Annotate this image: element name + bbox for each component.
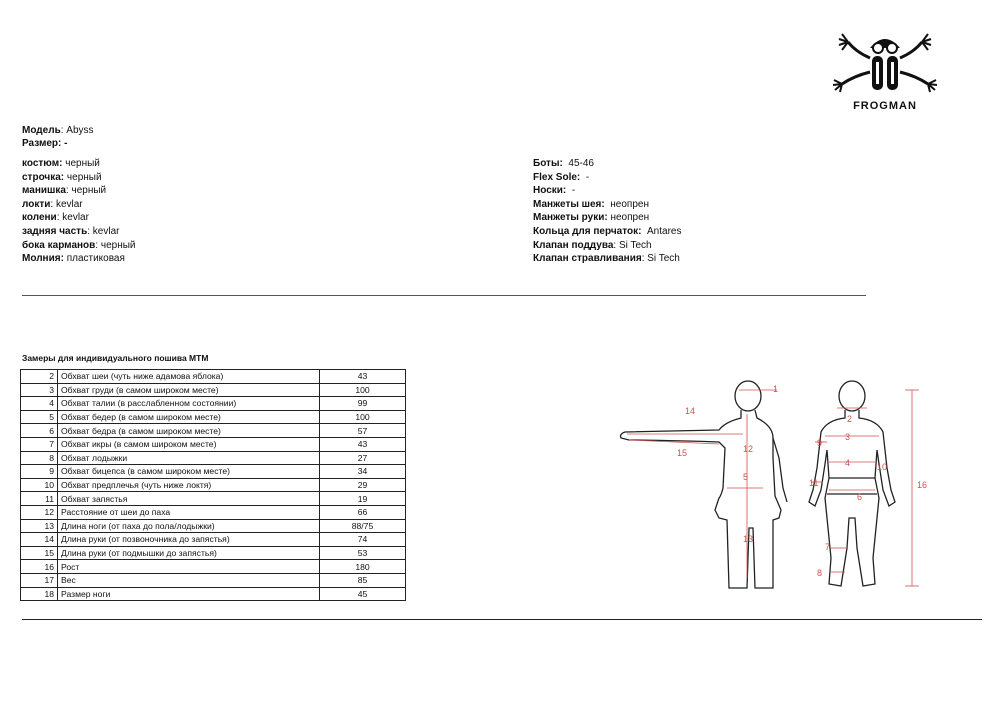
spec-label: колени [22, 212, 57, 224]
measurement-name: Обхват бедер (в самом широком месте) [58, 410, 320, 424]
table-row [21, 410, 406, 424]
table-row [21, 383, 406, 397]
spec-label: костюм: [22, 158, 63, 169]
spec-row [533, 211, 681, 225]
measurement-name: Расстояние от шеи до паха [58, 505, 320, 519]
table-row [21, 505, 406, 519]
table-row [21, 560, 406, 574]
spec-label: Носки: [533, 185, 567, 197]
size-value: - [64, 138, 68, 149]
spec-row: Клапан стравливания: Si Tech [533, 253, 680, 265]
table-row [21, 573, 406, 587]
dimension-label: 8 [817, 568, 823, 578]
measurement-value: 100 [320, 383, 406, 397]
row-number: 6 [21, 424, 58, 438]
table-row [21, 397, 406, 411]
spec-value: неопрен [610, 212, 650, 224]
spec-value: черный [65, 158, 100, 169]
spec-row [22, 157, 136, 171]
separator-line [22, 295, 866, 296]
dimension-label: 1 [773, 384, 779, 394]
measurements-title: Замеры для индивидуального пошива МТМ [22, 353, 209, 363]
measurement-name: Обхват шеи (чуть ниже адамова яблока) [58, 370, 320, 384]
row-number: 5 [21, 410, 58, 424]
table-row [21, 437, 406, 451]
table-row [21, 465, 406, 479]
dimension-label: 12 [743, 444, 754, 454]
dimension-label: 5 [743, 472, 749, 482]
measurement-name: Обхват бедра (в самом широком месте) [58, 424, 320, 438]
spec-label: Манжеты руки: [533, 212, 608, 224]
table-row [21, 533, 406, 547]
measurement-value: 180 [320, 560, 406, 574]
spec-value: черный [100, 239, 136, 251]
measurement-value: 66 [320, 505, 406, 519]
spec-value: черный [66, 171, 102, 183]
dimension-label: 11 [809, 478, 819, 488]
spec-value: 45-46 [568, 158, 594, 169]
bottom-rule [22, 619, 982, 620]
measurement-name: Обхват лодыжки [58, 451, 320, 465]
row-number: 15 [21, 546, 58, 560]
frogman-logo [826, 28, 944, 122]
body-measurement-diagram [615, 378, 955, 596]
spec-value: Antares [647, 225, 682, 237]
dimension-label: 7 [825, 542, 831, 552]
spec-row [533, 225, 681, 239]
table-row [21, 424, 406, 438]
measurement-name: Обхват талии (в расслабленном состоянии) [58, 397, 320, 411]
spec-label: бока карманов [22, 239, 96, 251]
row-number: 17 [21, 573, 58, 587]
row-number: 4 [21, 397, 58, 411]
row-number: 11 [21, 492, 58, 506]
row-number: 10 [21, 478, 58, 492]
model-label: Модель [22, 125, 61, 136]
spec-label: Манжеты шея: [533, 198, 605, 210]
measurement-value: 88/75 [320, 519, 406, 533]
spec-row: задняя часть: kevlar [22, 225, 120, 237]
row-number: 3 [21, 383, 58, 397]
spec-label: локти [22, 198, 51, 210]
size-label: Размер: [22, 138, 62, 149]
row-number: 9 [21, 465, 58, 479]
row-number: 8 [21, 451, 58, 465]
spec-value: Si Tech [618, 239, 652, 251]
table-row [21, 370, 406, 384]
brand-name: FROGMAN [853, 100, 917, 112]
measurement-value: 100 [320, 410, 406, 424]
row-number: 16 [21, 560, 58, 574]
measurement-value: 45 [320, 587, 406, 601]
spec-row [533, 198, 681, 212]
measurement-value: 43 [320, 437, 406, 451]
table-row [21, 519, 406, 533]
spec-value: черный [71, 185, 107, 197]
dimension-label: 14 [685, 406, 696, 416]
spec-value: kevlar [62, 212, 89, 224]
spec-label: Клапан поддува [533, 239, 614, 251]
spec-value: kevlar [55, 198, 83, 210]
row-number: 7 [21, 437, 58, 451]
dimension-label: 3 [845, 432, 851, 442]
measurements-table [20, 369, 406, 601]
spec-value: Si Tech [647, 253, 680, 265]
measurement-value: 74 [320, 533, 406, 547]
dimension-label: 9 [817, 438, 823, 448]
spec-row: локти: kevlar [22, 198, 83, 210]
dimension-label: 15 [677, 448, 688, 458]
spec-row: бока карманов: черный [22, 239, 136, 251]
spec-row: манишка: черный [22, 185, 107, 197]
row-number: 13 [21, 519, 58, 533]
measurement-value: 27 [320, 451, 406, 465]
dimension-label: 16 [917, 480, 928, 490]
model-value: Abyss [66, 125, 94, 136]
dimension-label: 6 [857, 492, 863, 502]
body-outline-figure [615, 378, 955, 596]
specs-right [533, 157, 681, 266]
measurement-name: Обхват груди (в самом широком месте) [58, 383, 320, 397]
row-number: 2 [21, 370, 58, 384]
table-row [21, 451, 406, 465]
frogman-logo-icon [826, 28, 944, 100]
measurement-value: 34 [320, 465, 406, 479]
measurement-name: Длина руки (от подмышки до запястья) [58, 546, 320, 560]
spec-label: Клапан стравливания [533, 253, 642, 265]
measurement-name: Длина ноги (от паха до пола/лодыжки) [58, 519, 320, 533]
spec-value: - [585, 171, 590, 183]
measurement-value: 19 [320, 492, 406, 506]
spec-label: Молния: [22, 253, 64, 265]
measurement-value: 29 [320, 478, 406, 492]
specs-left [22, 157, 136, 266]
measurement-name: Рост [58, 560, 320, 574]
row-number: 12 [21, 505, 58, 519]
measurement-name: Размер ноги [58, 587, 320, 601]
measurement-value: 85 [320, 573, 406, 587]
size-line [22, 137, 67, 151]
measurement-name: Вес [58, 573, 320, 587]
row-number: 18 [21, 587, 58, 601]
measurement-value: 43 [320, 370, 406, 384]
spec-value: kevlar [92, 225, 120, 237]
row-number: 14 [21, 533, 58, 547]
spec-row [533, 157, 681, 171]
spec-row [22, 171, 136, 185]
spec-row [22, 252, 136, 266]
measurement-name: Обхват запястья [58, 492, 320, 506]
spec-label: Flex Sole: [533, 171, 581, 183]
measurement-value: 99 [320, 397, 406, 411]
spec-row: Клапан поддува: Si Tech [533, 239, 652, 251]
measurement-name: Обхват бицепса (в самом широком месте) [58, 465, 320, 479]
spec-label: Боты: [533, 158, 563, 169]
spec-label: строчка: [22, 171, 65, 183]
dimension-label: 2 [847, 414, 853, 424]
measurement-value: 53 [320, 546, 406, 560]
spec-value: неопрен [610, 198, 649, 210]
measurement-value: 57 [320, 424, 406, 438]
measurement-name: Обхват икры (в самом широком месте) [58, 437, 320, 451]
dimension-label: 4 [845, 458, 851, 468]
spec-label: манишка [22, 185, 66, 197]
spec-row: колени: kevlar [22, 212, 89, 224]
measurement-name: Обхват предплечья (чуть ниже локтя) [58, 478, 320, 492]
spec-label: задняя часть [22, 225, 88, 237]
spec-value: пластиковая [66, 253, 125, 265]
table-row [21, 546, 406, 560]
model-line: Модель: Abyss [22, 125, 94, 136]
dimension-label: 13 [743, 534, 754, 544]
spec-row [533, 171, 681, 185]
spec-label: Кольца для перчаток: [533, 225, 642, 237]
table-row [21, 587, 406, 601]
spec-value: - [571, 185, 576, 197]
table-row [21, 478, 406, 492]
table-row [21, 492, 406, 506]
spec-row [533, 184, 681, 198]
measurement-name: Длина руки (от позвоночника до запястья) [58, 533, 320, 547]
dimension-label: 10 [877, 462, 888, 472]
